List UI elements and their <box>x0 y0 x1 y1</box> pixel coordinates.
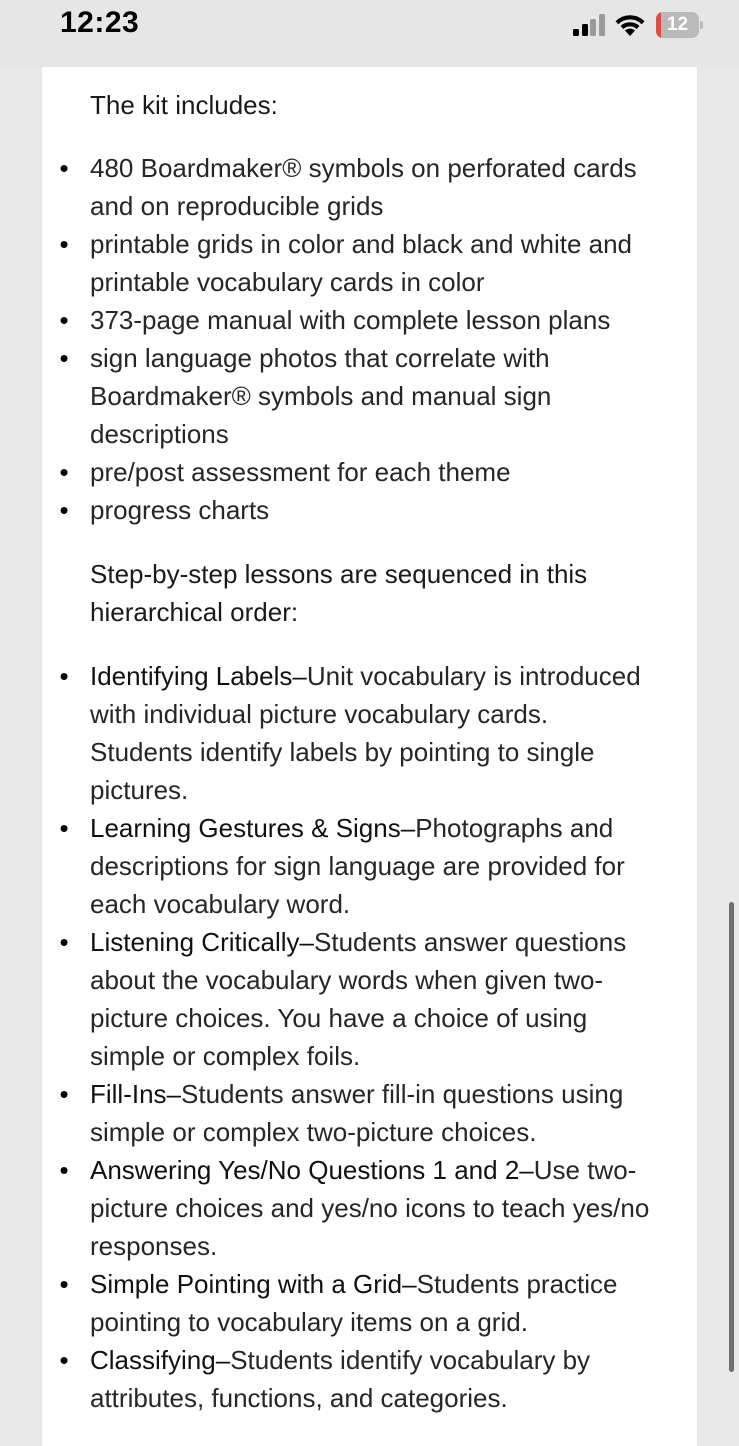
battery-level: 12 <box>666 14 689 35</box>
lesson-item <box>42 923 697 1075</box>
lesson-dash: – <box>519 1155 534 1185</box>
bullet-icon: • <box>59 661 69 691</box>
lesson-description: Use two-picture choices and yes/no icons to teach yes/no responses. <box>90 1155 650 1261</box>
list-item <box>42 339 697 453</box>
bullet-icon: • <box>59 229 69 259</box>
bullet-icon: • <box>59 305 69 335</box>
lessons-list <box>42 657 697 1417</box>
lesson-item <box>42 809 697 923</box>
lesson-dash: – <box>292 661 307 691</box>
lesson-description: Photographs and descriptions for sign language are provided for each vocabulary word. <box>90 813 625 919</box>
bullet-icon: • <box>59 813 69 843</box>
bullet-icon: • <box>59 1155 69 1185</box>
lesson-description: Students answer fill-in questions using simple or complex two-picture choices. <box>90 1079 624 1147</box>
lesson-dash: – <box>299 927 314 957</box>
lesson-term: Identifying Labels <box>90 661 293 691</box>
battery-cap <box>700 21 703 29</box>
lesson-term: Simple Pointing with a Grid <box>90 1269 403 1299</box>
list-item-text: 373-page manual with complete lesson plans <box>90 305 611 335</box>
bullet-icon: • <box>59 343 69 373</box>
bullet-icon: • <box>59 457 69 487</box>
battery-body <box>656 12 699 38</box>
lesson-dash: – <box>400 813 416 843</box>
bullet-icon: • <box>59 1269 69 1299</box>
bullet-icon: • <box>59 495 69 525</box>
list-item-text: sign language photos that correlate with Boardmaker® symbols and manual sign descriptions <box>90 343 552 449</box>
lesson-item <box>42 1075 697 1151</box>
lesson-description: Students identify vocabulary by attributes, functions, and categories. <box>90 1345 591 1413</box>
lesson-description: Students answer questions about the vocabulary words when given two-picture choices. You have a choice of using simple or complex foils. <box>90 927 627 1071</box>
scrollbar-thumb[interactable] <box>729 902 734 1372</box>
lesson-description: Students practice pointing to vocabulary items on a grid. <box>90 1269 618 1337</box>
kit-items-list <box>42 149 697 529</box>
list-item <box>42 453 697 491</box>
battery-icon <box>656 12 704 38</box>
list-item-text: progress charts <box>90 495 270 525</box>
list-item <box>42 225 697 301</box>
lesson-item <box>42 1151 697 1265</box>
lesson-dash: – <box>166 1079 182 1109</box>
list-item-text: pre/post assessment for each theme <box>90 457 511 487</box>
lesson-item <box>42 657 697 809</box>
list-item <box>42 149 697 225</box>
lesson-term: Fill-Ins <box>90 1079 167 1109</box>
status-time: 12:23 <box>60 6 140 39</box>
lesson-item <box>42 1265 697 1341</box>
lesson-dash: – <box>402 1269 417 1299</box>
lesson-term: Listening Critically <box>90 927 300 957</box>
bullet-icon: • <box>59 1345 69 1375</box>
kit-heading: The kit includes: <box>90 90 278 120</box>
bullet-icon: • <box>59 1079 69 1109</box>
list-item <box>42 491 697 529</box>
list-item-text: 480 Boardmaker® symbols on perforated cards and on reproducible grids <box>90 153 637 221</box>
wifi-icon <box>612 11 648 37</box>
bullet-icon: • <box>59 153 69 183</box>
lesson-dash: – <box>215 1345 231 1375</box>
bullet-icon: • <box>59 927 69 957</box>
cellular-signal-icon <box>573 14 605 36</box>
lesson-term: Classifying <box>90 1345 216 1375</box>
list-item <box>42 301 697 339</box>
lessons-intro: Step-by-step lessons are sequenced in this hierarchical order: <box>90 559 588 627</box>
lesson-term: Answering Yes/No Questions 1 and 2 <box>90 1155 520 1185</box>
status-bar <box>0 0 739 67</box>
list-item-text: printable grids in color and black and white and printable vocabulary cards in color <box>90 229 633 297</box>
lesson-term: Learning Gestures & Signs <box>90 813 401 843</box>
lesson-item <box>42 1341 697 1417</box>
article-card <box>42 67 697 1446</box>
lesson-description: Unit vocabulary is introduced with individual picture vocabulary cards. Students identify labels by pointing to single pictures. <box>90 661 641 805</box>
